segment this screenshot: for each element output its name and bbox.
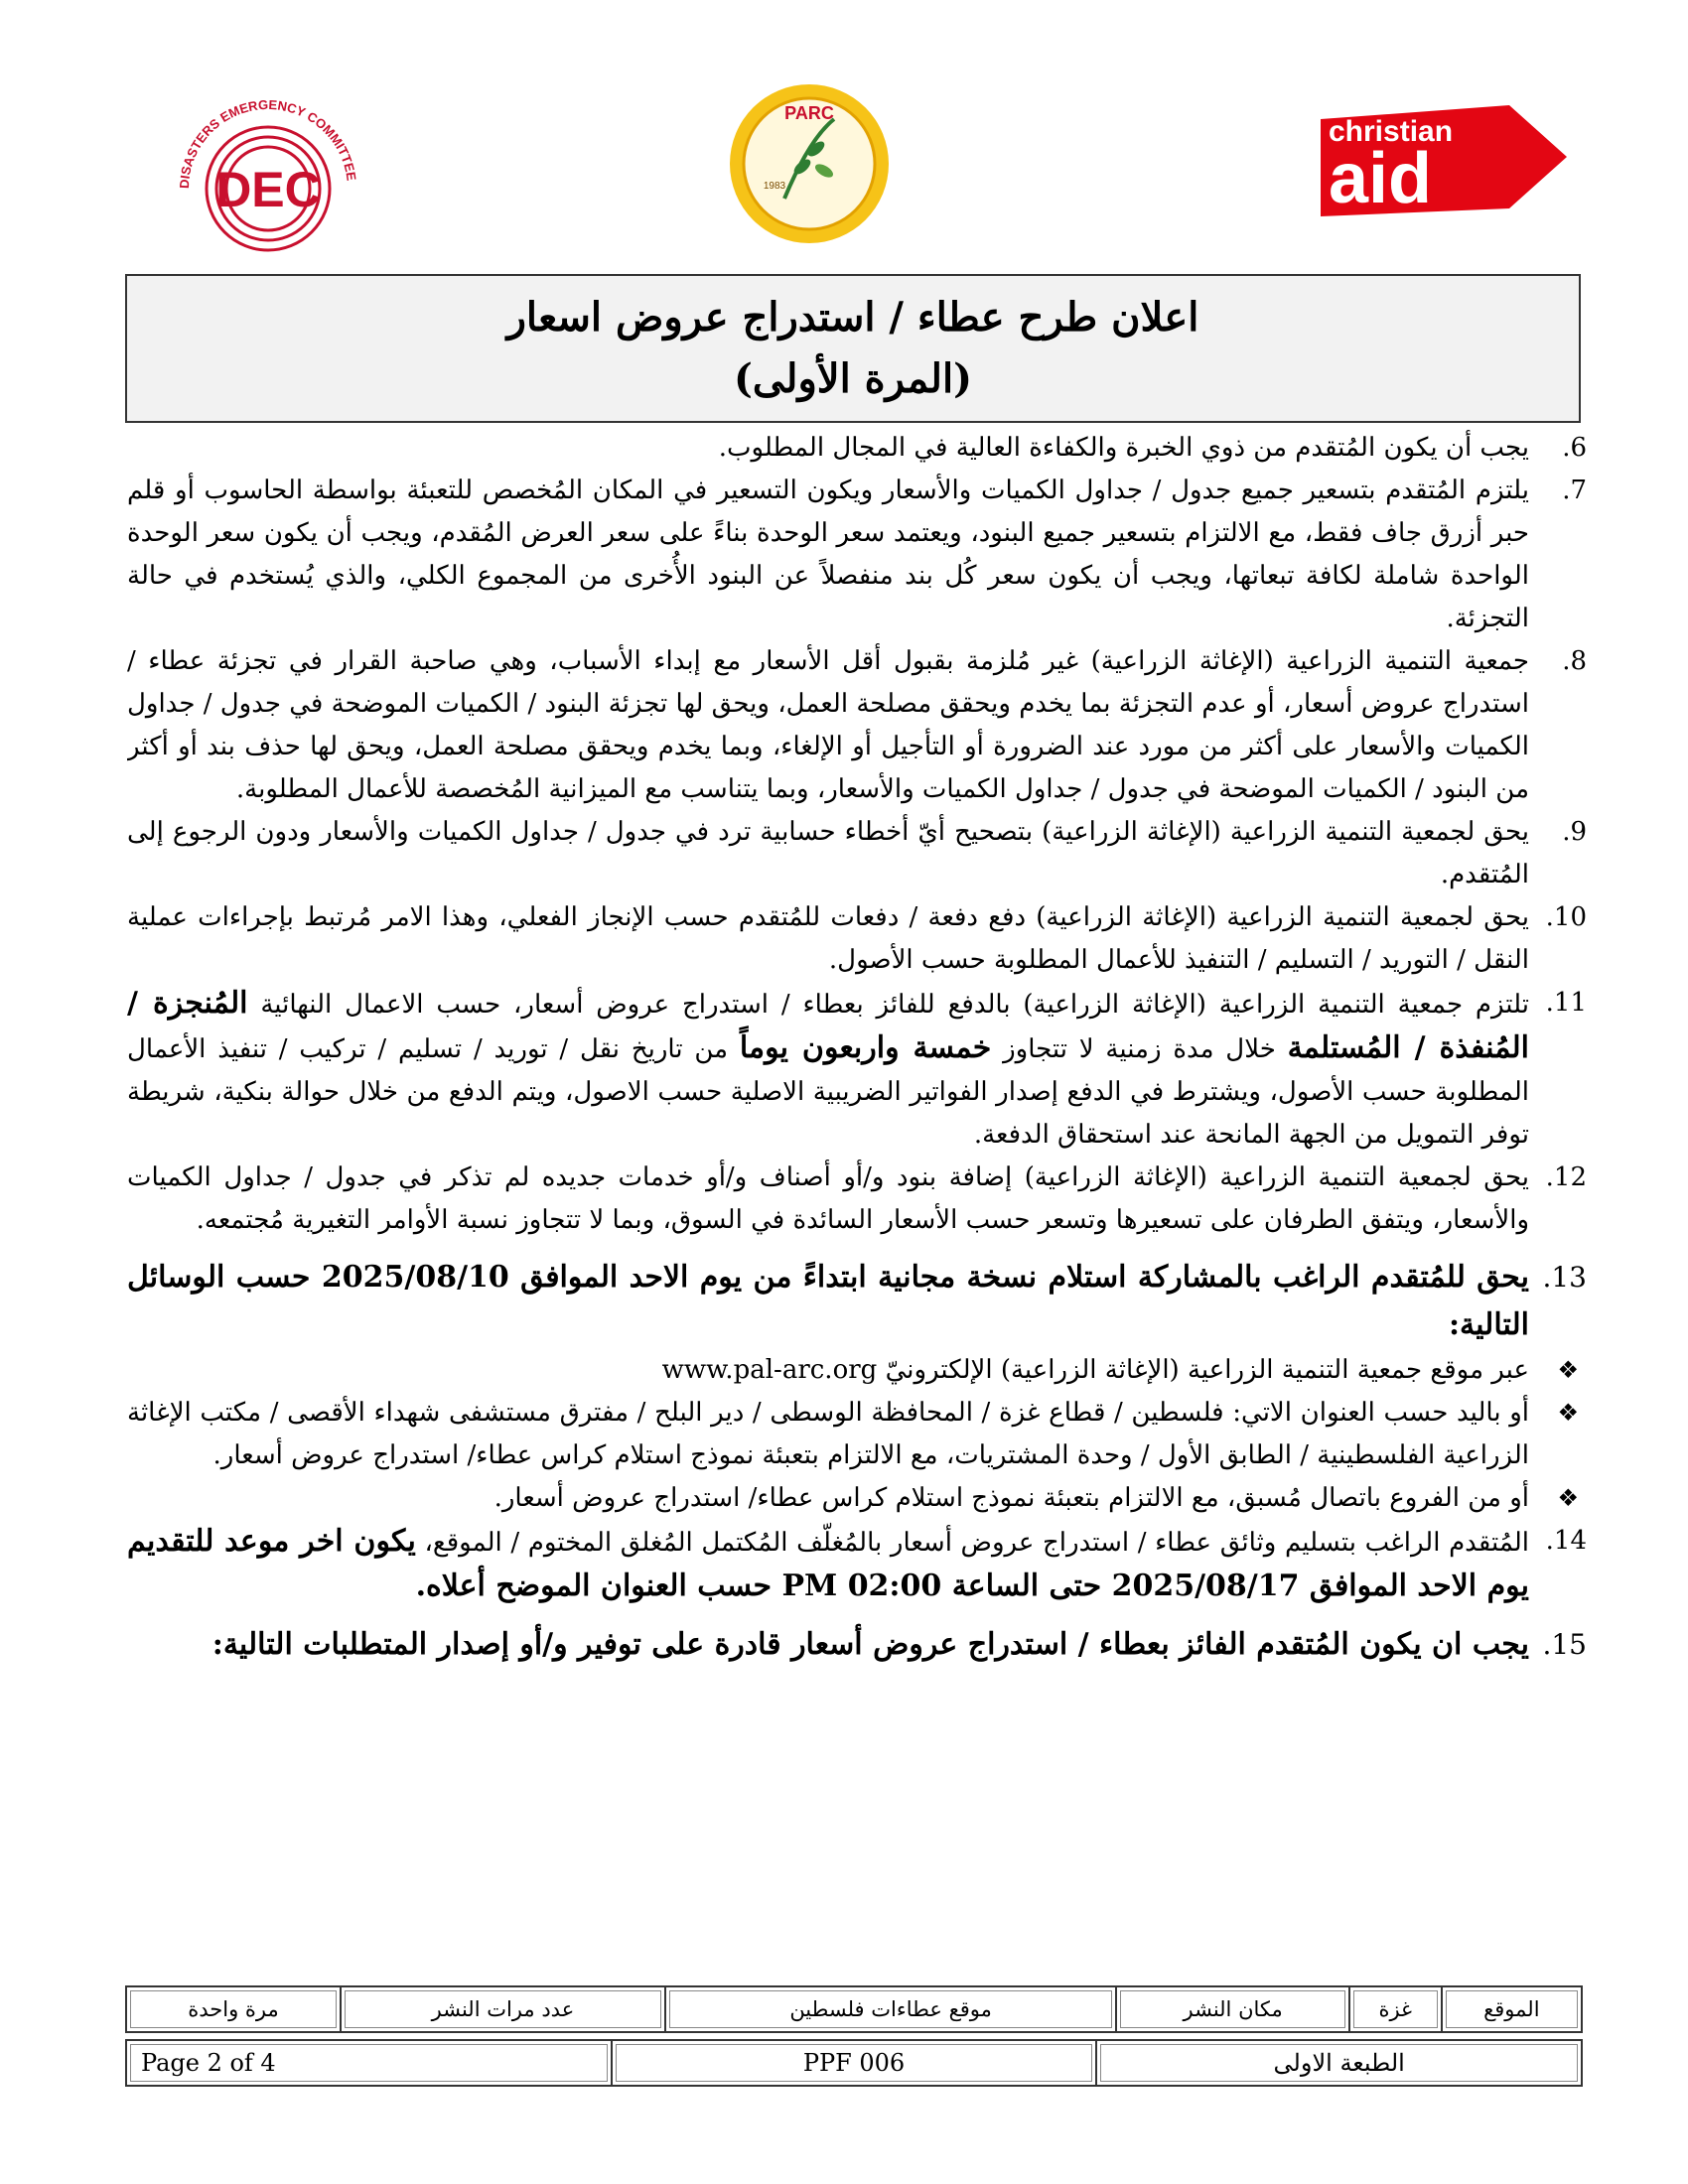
- item-number: 6.: [1562, 433, 1587, 463]
- item-text: جمعية التنمية الزراعية (الإغاثة الزراعية) غير مُلزمة بقبول أقل الأسعار مع إبداء الأسباب، وهي صاحبة القرار في تجزئة عطاء / استدراج عروض أسعار، أو عدم التجزئة بما يخدم ويحقق مصلحة العمل، ويحق لها تجزئة البنود / الكميات الموضحة في جدول / جداول الكميات والأسعار على أكثر من مورد عند الضرورة أو التأجيل أو الإلغاء، وبما يخدم ويحقق مصلحة العمل، ويحق لها حذف بند أو أكثر من البنود / الكميات الموضحة في جدول / جداول الكميات والأسعار، وبما يتناسب مع الميزانية المُخصصة للأعمال المطلوبة.: [127, 646, 1529, 804]
- item-number: 9.: [1562, 817, 1587, 847]
- item-text-e: من تاريخ نقل / توريد / تسليم / تركيب / تنفيذ الأعمال المطلوبة حسب الأصول، ويشترط في الدفع إصدار الفواتير الضريبية الاصلية حسب الاصول، ويتم الدفع من خلال حوالة بنكية، شريطة توفر التمويل من الجهة المانحة عند استحقاق الدفعة.: [127, 1034, 1529, 1150]
- footer-cell: موقع عطاءات فلسطين: [669, 1990, 1112, 2028]
- website-link[interactable]: www.pal-arc.org: [661, 1355, 878, 1385]
- item-text-a: المُتقدم الراغب بتسليم وثائق عطاء / استدراج عروض أسعار بالمُغلّف المُكتمل المُغلق المختوم / الموقع،: [424, 1528, 1529, 1558]
- announcement-title-box: [125, 274, 1581, 423]
- bullet-text: عبر موقع جمعية التنمية الزراعية (الإغاثة الزراعية) الإلكترونيّ: [885, 1355, 1529, 1385]
- item-text: يلتزم المُتقدم بتسعير جميع جدول / جداول الكميات والأسعار ويكون التسعير في المكان المُخصص للتعبئة بواسطة الحاسوب أو قلم حبر أزرق جاف فقط، مع الالتزام بتسعير جميع البنود، ويعتمد سعر الوحدة بناءً على سعر العرض المُقدم، ويجب أن يكون سعر الوحدة الواحدة شاملة لكافة تبعاتها، ويجب أن يكون سعر كُل بند منفصلاً عن البنود الأُخرى من المجموع الكلي، والذي يُستخدم في حالة التجزئة.: [127, 476, 1529, 633]
- footer-cell: الموقع: [1446, 1990, 1578, 2028]
- term-item-10: [127, 896, 1587, 982]
- christian-aid-top: christian: [1329, 115, 1454, 148]
- item-number: 11.: [1545, 988, 1587, 1018]
- footer-cell: عدد مرات النشر: [345, 1990, 661, 2028]
- item-text: يحق لجمعية التنمية الزراعية (الإغاثة الزراعية) إضافة بنود و/أو أصناف و/أو خدمات جديده لم تذكر في جدول / جداول الكميات والأسعار، ويتفق الطرفان على تسعيرها وتسعر حسب الأسعار السائدة في السوق، وبما لا تتجاوز نسبة الأوامر التغيرية مُجتمعه.: [127, 1162, 1529, 1235]
- item-number: 14.: [1545, 1526, 1587, 1556]
- dec-mark: DEC: [215, 162, 321, 217]
- item-number: 7.: [1562, 476, 1587, 505]
- item-text-a: تلتزم جمعية التنمية الزراعية (الإغاثة الزراعية) بالدفع للفائز بعطاء / استدراج عروض أسعار، حسب الاعمال النهائية: [260, 990, 1530, 1020]
- parc-name: PARC: [784, 103, 834, 123]
- item-text: يحق لجمعية التنمية الزراعية (الإغاثة الزراعية) دفع دفعة / دفعات للمُتقدم حسب الإنجاز الفعلي، وهذا الامر مُرتبط بإجراءات عملية النقل / التوريد / التسليم / التنفيذ للأعمال المطلوبة حسب الأصول.: [127, 902, 1529, 975]
- item-number: 10.: [1545, 902, 1587, 932]
- item-text: يحق للمُتقدم الراغب بالمشاركة استلام نسخة مجانية ابتداءً من يوم الاحد الموافق 2025/08/10 حسب الوسائل التالية:: [127, 1260, 1529, 1342]
- form-code-cell: PPF 006: [616, 2044, 1093, 2082]
- item-text-d: خمسة واربعون يوماً: [739, 1030, 992, 1065]
- item-text-deadline: يكون اخر موعد للتقديم يوم الاحد الموافق 2025/08/17 حتى الساعة 02:00 PM حسب العنوان الموضح أعلاه.: [127, 1524, 1529, 1603]
- term-item-8: [127, 640, 1587, 811]
- diamond-bullet-icon: ❖: [1557, 1356, 1579, 1384]
- footer-cell: مكان النشر: [1120, 1990, 1345, 2028]
- christian-aid-logo: [1321, 99, 1569, 218]
- term-item-11: [127, 982, 1587, 1157]
- dec-logo: [169, 89, 367, 288]
- bullet-by-hand: [127, 1392, 1587, 1477]
- title-line-1: اعلان طرح عطاء / استدراج عروض اسعار: [506, 294, 1199, 341]
- item-text: يجب ان يكون المُتقدم الفائز بعطاء / استدراج عروض أسعار قادرة على توفير و/أو إصدار المتطلبات التالية:: [211, 1627, 1529, 1662]
- dec-circle-text: DISASTERS EMERGENCY COMMITTEE: [176, 96, 359, 190]
- christian-aid-bottom: aid: [1329, 139, 1433, 218]
- item-number: 8.: [1562, 646, 1587, 676]
- term-item-12: [127, 1157, 1587, 1242]
- item-text: يحق لجمعية التنمية الزراعية (الإغاثة الزراعية) بتصحيح أيّ أخطاء حسابية ترد في جدول / جداول الكميات والأسعار ودون الرجوع إلى المُتقدم.: [127, 817, 1530, 889]
- item-text-c: خلال مدة زمنية لا تتجاوز: [1003, 1034, 1276, 1064]
- footer-cell: غزة: [1353, 1990, 1438, 2028]
- edition-cell: الطبعة الاولى: [1100, 2044, 1578, 2082]
- publication-info-table: [125, 1985, 1583, 2033]
- item-text-b: المُنجزة / المُنفذة / المُستلمة: [127, 986, 1530, 1065]
- term-item-15: [127, 1621, 1587, 1669]
- terms-content: [127, 427, 1587, 1946]
- bullet-text: أو باليد حسب العنوان الاتي: فلسطين / قطاع غزة / المحافظة الوسطى / دير البلح / مفترق مستشفى شهداء الأقصى / مكتب الإغاثة الزراعية الفلسطينية / الطابق الأول / وحدة المشتريات، مع الالتزام بتعبئة نموذج استلام كراس عطاء/ استدراج عروض أسعار.: [127, 1398, 1529, 1470]
- term-item-9: [127, 811, 1587, 896]
- item-number: 12.: [1545, 1162, 1587, 1192]
- term-item-13: [127, 1254, 1587, 1349]
- page-number-cell: Page 2 of 4: [130, 2044, 608, 2082]
- term-item-6: [127, 427, 1587, 470]
- bullet-website: [127, 1349, 1587, 1392]
- term-item-7: [127, 470, 1587, 640]
- parc-year: 1983: [763, 181, 786, 192]
- bullet-branches: [127, 1477, 1587, 1520]
- title-line-2: (المرة الأولى): [734, 355, 972, 402]
- bullet-text: أو من الفروع باتصال مُسبق، مع الالتزام بتعبئة نموذج استلام كراس عطاء/ استدراج عروض أسعار.: [493, 1483, 1529, 1513]
- diamond-bullet-icon: ❖: [1557, 1484, 1579, 1512]
- logo-bar: [0, 60, 1688, 258]
- term-item-14: [127, 1520, 1587, 1609]
- item-number: 13.: [1542, 1261, 1587, 1294]
- item-text: يجب أن يكون المُتقدم من ذوي الخبرة والكفاءة العالية في المجال المطلوب.: [718, 433, 1529, 463]
- diamond-bullet-icon: ❖: [1557, 1399, 1579, 1427]
- document-info-table: [125, 2039, 1583, 2087]
- footer-cell: مرة واحدة: [130, 1990, 337, 2028]
- parc-logo: [725, 79, 894, 248]
- item-number: 15.: [1542, 1628, 1587, 1661]
